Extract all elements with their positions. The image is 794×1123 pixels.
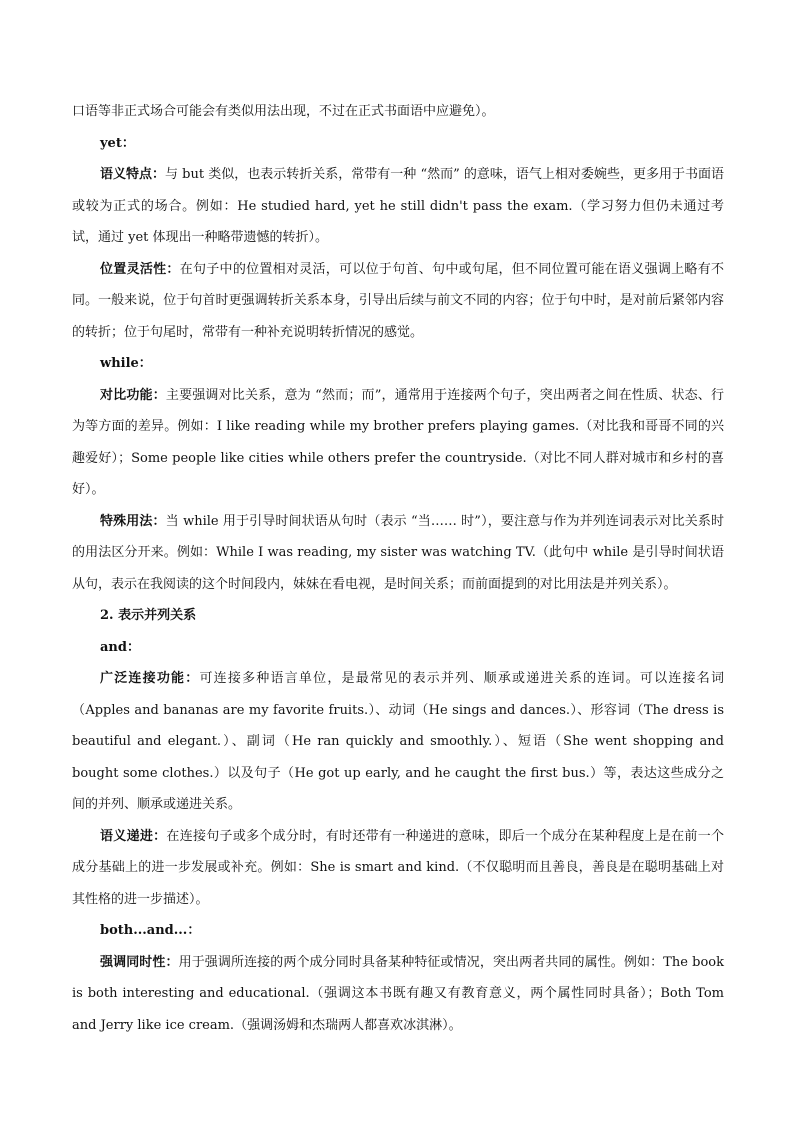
paragraph-text: 在句子中的位置相对灵活，可以位于句首、句中或句尾，但不同位置可能在语义强调上略有不同。一般来说，位于句首时更强调转折关系本身，引导出后续与前文不同的内容；位于句中时，是对前后紧邻内容的转折；位于句尾时，常带有一种补充说明转折情况的感觉。 xyxy=(72,261,724,340)
heading-and: and： xyxy=(100,639,140,655)
heading-both-and: both...and...： xyxy=(100,923,201,938)
term-label: 对比功能： xyxy=(100,387,166,403)
paragraph-text: 可连接多种语言单位，是最常见的表示并列、顺承或递进关系的连词。可以连接名词（Apples and bananas are my favorite fruits.）、动词（He sings and dances.）、形容词（The dress is beautiful and elegant.）、副词（He ran quickly and smoothly.）、短语（She went shopping and bought some clothes.）以及句子（He got up early, and he caught the first bus.）等，表达这些成分之间的并列、顺承或递进关系。 xyxy=(72,671,724,812)
paragraph-continued xyxy=(72,96,724,128)
term-label: 特殊用法： xyxy=(100,513,166,529)
paragraph-and-connect xyxy=(72,663,724,821)
term-label: 位置灵活性： xyxy=(100,261,180,277)
term-label: 强调同时性： xyxy=(100,954,179,970)
paragraph-text: 当 while 用于引导时间状语从句时（表示 “当…… 时”），要注意与作为并列连词表示对比关系时的用法区分开来。例如：While I was reading, my sister was watching TV.（此句中 while 是引导时间状语从句，表示在我阅读的这个时间段内，妹妹在看电视，是时间关系；而前面提到的对比用法是并列关系）。 xyxy=(72,513,724,592)
paragraph-text: 与 but 类似，也表示转折关系，常带有一种 “然而” 的意味，语气上相对委婉些，更多用于书面语或较为正式的场合。例如：He studied hard, yet he still didn't pass the exam.（学习努力但仍未通过考试，通过 yet 体现出一种略带遗憾的转折）。 xyxy=(72,167,724,245)
heading-while: while： xyxy=(100,356,152,371)
paragraph-text: 用于强调所连接的两个成分同时具备某种特征或情况，突出两者共同的属性。例如：The book is both interesting and educational.（强调这本书既有趣又有教育意义，两个属性同时具备）；Both Tom and Jerry like ice cream.（强调汤姆和杰瑞两人都喜欢冰淇淋）。 xyxy=(72,954,724,1033)
document-body xyxy=(72,96,724,1041)
paragraph-text: 在连接句子或多个成分时，有时还带有一种递进的意味，即后一个成分在某种程度上是在前一个成分基础上的进一步发展或补充。例如：She is smart and kind.（不仅聪明而且善良，善良是在聪明基础上对其性格的进一步描述）。 xyxy=(72,828,724,907)
paragraph-both-and xyxy=(72,947,724,1042)
paragraph-text: 口语等非正式场合可能会有类似用法出现，不过在正式书面语中应避免）。 xyxy=(72,104,495,119)
paragraph-and-progression xyxy=(72,821,724,916)
paragraph-yet-position xyxy=(72,254,724,349)
section-heading-coordination: 2. 表示并列关系 xyxy=(100,608,197,623)
paragraph-yet-meaning xyxy=(72,159,724,254)
paragraph-while-contrast xyxy=(72,380,724,506)
paragraph-text: 主要强调对比关系，意为 “然而；而”，通常用于连接两个句子，突出两者之间在性质、状态、行为等方面的差异。例如：I like reading while my brother prefers playing games.（对比我和哥哥不同的兴趣爱好）；Some people like cities while others prefer the countryside.（对比不同人群对城市和乡村的喜好）。 xyxy=(72,387,724,497)
term-label: 语义特点： xyxy=(100,167,166,182)
heading-yet: yet： xyxy=(100,135,135,151)
paragraph-while-special xyxy=(72,506,724,601)
term-label: 广泛连接功能： xyxy=(100,671,200,686)
term-label: 语义递进： xyxy=(100,828,167,844)
